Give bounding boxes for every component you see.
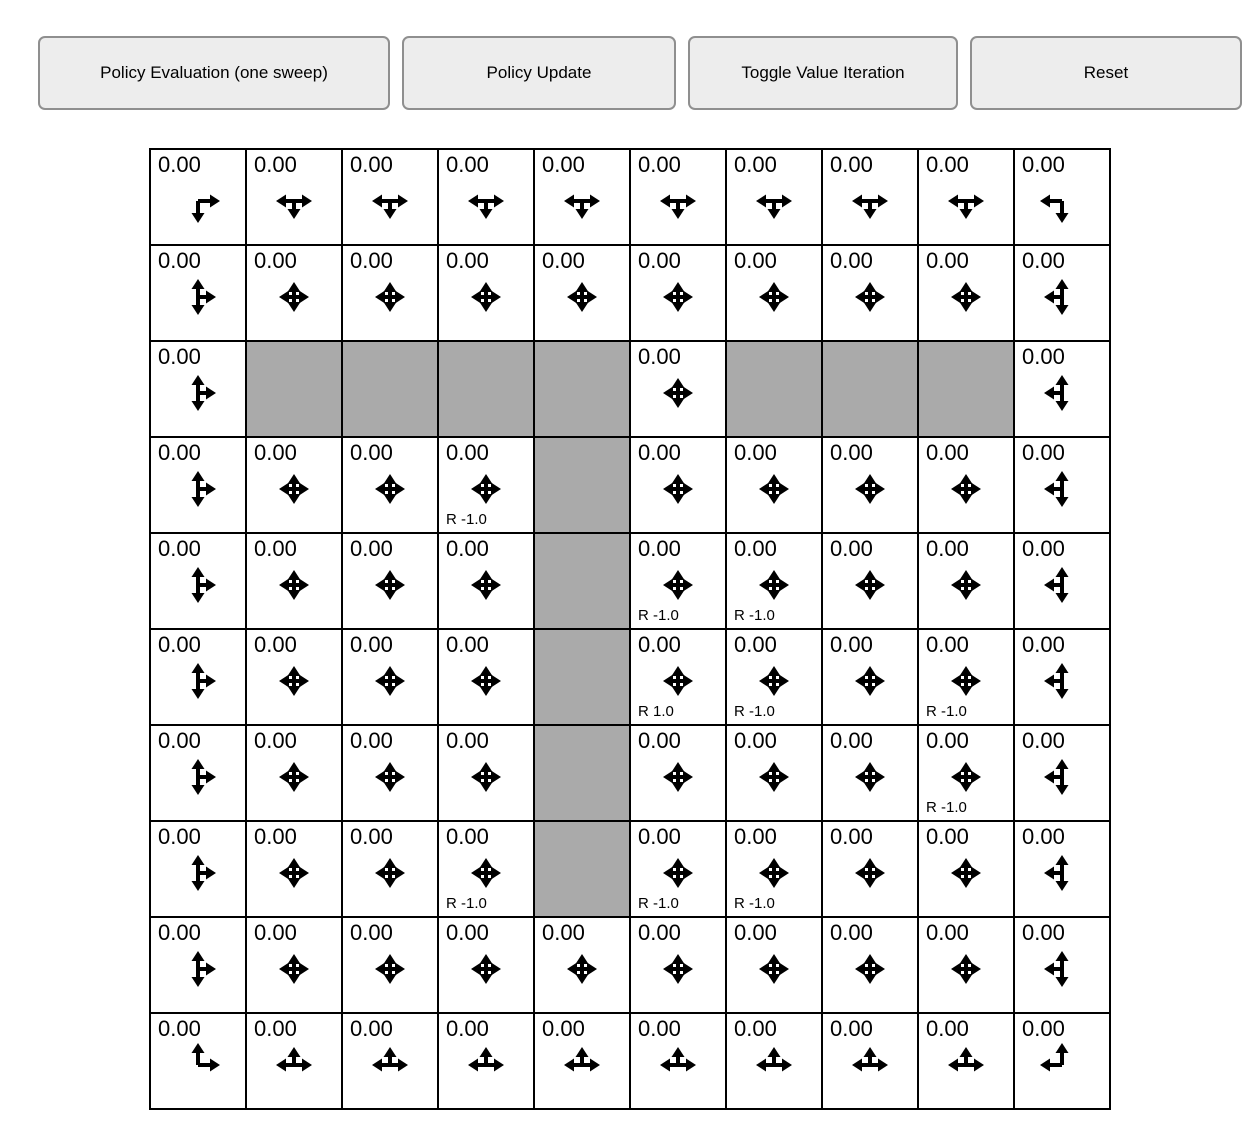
cell-value: 0.00 <box>734 152 777 177</box>
grid-cell[interactable] <box>823 246 917 340</box>
cell-value: 0.00 <box>830 440 873 465</box>
policy-arrows-icon <box>840 555 900 615</box>
cell-value: 0.00 <box>638 824 681 849</box>
cell-value: 0.00 <box>254 632 297 657</box>
policy-arrows-icon <box>456 267 516 327</box>
cell-value: 0.00 <box>158 344 201 369</box>
policy-arrows-icon <box>648 843 708 903</box>
policy-arrows-icon <box>552 171 612 231</box>
grid-cell[interactable] <box>343 534 437 628</box>
wall-cell[interactable] <box>247 342 341 436</box>
policy-arrows-icon <box>744 843 804 903</box>
policy-arrows-icon <box>744 171 804 231</box>
cell-value: 0.00 <box>1022 1016 1065 1041</box>
policy-arrows-icon <box>840 651 900 711</box>
policy-arrows-icon <box>744 267 804 327</box>
cell-value: 0.00 <box>734 1016 777 1041</box>
grid-cell[interactable] <box>727 246 821 340</box>
cell-value: 0.00 <box>158 824 201 849</box>
grid-cell[interactable] <box>919 246 1013 340</box>
policy-arrows-icon <box>360 747 420 807</box>
wall-cell[interactable] <box>535 822 629 916</box>
cell-value: 0.00 <box>1022 920 1065 945</box>
grid-cell[interactable] <box>439 630 533 724</box>
cell-value: 0.00 <box>254 1016 297 1041</box>
policy-arrows-icon <box>744 651 804 711</box>
policy-arrows-icon <box>648 939 708 999</box>
cell-value: 0.00 <box>734 632 777 657</box>
policy-arrows-icon <box>168 1035 228 1095</box>
cell-value: 0.00 <box>638 536 681 561</box>
grid-cell[interactable] <box>631 822 725 916</box>
policy-arrows-icon <box>840 939 900 999</box>
grid-cell[interactable] <box>823 918 917 1012</box>
cell-reward: R -1.0 <box>446 511 487 528</box>
cell-value: 0.00 <box>734 248 777 273</box>
cell-value: 0.00 <box>734 920 777 945</box>
cell-value: 0.00 <box>542 152 585 177</box>
cell-value: 0.00 <box>158 1016 201 1041</box>
cell-value: 0.00 <box>926 248 969 273</box>
grid-cell[interactable] <box>919 438 1013 532</box>
wall-cell[interactable] <box>823 342 917 436</box>
cell-value: 0.00 <box>1022 248 1065 273</box>
policy-arrows-icon <box>264 747 324 807</box>
grid-cell[interactable] <box>151 150 245 244</box>
policy-arrows-icon <box>648 1035 708 1095</box>
policy-arrows-icon <box>936 747 996 807</box>
grid-cell[interactable] <box>919 630 1013 724</box>
wall-cell[interactable] <box>535 342 629 436</box>
cell-value: 0.00 <box>446 248 489 273</box>
cell-value: 0.00 <box>638 728 681 753</box>
cell-value: 0.00 <box>446 152 489 177</box>
cell-value: 0.00 <box>638 632 681 657</box>
policy-arrows-icon <box>264 1035 324 1095</box>
policy-arrows-icon <box>360 843 420 903</box>
policy-arrows-icon <box>840 459 900 519</box>
cell-reward: R 1.0 <box>638 703 674 720</box>
policy-arrows-icon <box>936 459 996 519</box>
cell-value: 0.00 <box>254 536 297 561</box>
cell-value: 0.00 <box>638 248 681 273</box>
cell-value: 0.00 <box>350 248 393 273</box>
policy-arrows-icon <box>840 267 900 327</box>
cell-value: 0.00 <box>350 728 393 753</box>
cell-value: 0.00 <box>158 920 201 945</box>
policy-arrows-icon <box>840 171 900 231</box>
policy-arrows-icon <box>264 555 324 615</box>
cell-value: 0.00 <box>446 824 489 849</box>
cell-value: 0.00 <box>734 728 777 753</box>
grid-cell[interactable] <box>1015 822 1109 916</box>
cell-value: 0.00 <box>158 728 201 753</box>
cell-value: 0.00 <box>734 440 777 465</box>
wall-cell[interactable] <box>439 342 533 436</box>
grid-cell[interactable] <box>727 822 821 916</box>
policy-arrows-icon <box>840 843 900 903</box>
grid-cell[interactable] <box>919 534 1013 628</box>
grid-cell[interactable] <box>439 150 533 244</box>
policy-arrows-icon <box>360 1035 420 1095</box>
cell-value: 0.00 <box>350 440 393 465</box>
policy-arrows-icon <box>936 171 996 231</box>
grid-cell[interactable] <box>727 438 821 532</box>
policy-arrows-icon <box>1032 939 1092 999</box>
cell-value: 0.00 <box>830 824 873 849</box>
cell-value: 0.00 <box>734 536 777 561</box>
grid-cell[interactable] <box>919 918 1013 1012</box>
policy-arrows-icon <box>264 651 324 711</box>
grid-cell[interactable] <box>631 438 725 532</box>
cell-reward: R -1.0 <box>734 703 775 720</box>
grid-cell[interactable] <box>1015 150 1109 244</box>
policy-arrows-icon <box>264 267 324 327</box>
policy-arrows-icon <box>360 459 420 519</box>
grid-cell[interactable] <box>1015 438 1109 532</box>
grid-cell[interactable] <box>1015 342 1109 436</box>
grid-cell[interactable] <box>919 1014 1013 1108</box>
grid-cell[interactable] <box>439 534 533 628</box>
cell-value: 0.00 <box>158 632 201 657</box>
policy-arrows-icon <box>360 651 420 711</box>
cell-value: 0.00 <box>254 920 297 945</box>
grid-cell[interactable] <box>151 918 245 1012</box>
policy-arrows-icon <box>648 747 708 807</box>
policy-arrows-icon <box>168 939 228 999</box>
cell-value: 0.00 <box>1022 824 1065 849</box>
grid-cell[interactable] <box>727 534 821 628</box>
policy-arrows-icon <box>744 459 804 519</box>
grid-cell[interactable] <box>535 1014 629 1108</box>
grid-cell[interactable] <box>823 438 917 532</box>
policy-arrows-icon <box>840 747 900 807</box>
grid-cell[interactable] <box>631 1014 725 1108</box>
grid-cell[interactable] <box>631 150 725 244</box>
cell-value: 0.00 <box>158 440 201 465</box>
policy-arrows-icon <box>456 843 516 903</box>
cell-value: 0.00 <box>542 1016 585 1041</box>
policy-arrows-icon <box>1032 267 1092 327</box>
policy-arrows-icon <box>936 555 996 615</box>
policy-arrows-icon <box>936 651 996 711</box>
policy-arrows-icon <box>936 267 996 327</box>
grid-cell[interactable] <box>823 822 917 916</box>
cell-value: 0.00 <box>1022 440 1065 465</box>
cell-value: 0.00 <box>734 824 777 849</box>
policy-arrows-icon <box>648 267 708 327</box>
cell-value: 0.00 <box>254 152 297 177</box>
grid-cell[interactable] <box>151 342 245 436</box>
grid-cell[interactable] <box>1015 630 1109 724</box>
grid-cell[interactable] <box>919 150 1013 244</box>
policy-arrows-icon <box>648 651 708 711</box>
wall-cell[interactable] <box>535 726 629 820</box>
grid-cell[interactable] <box>631 246 725 340</box>
policy-update-button[interactable]: Policy Update <box>402 36 676 110</box>
cell-value: 0.00 <box>926 920 969 945</box>
grid-cell[interactable] <box>631 630 725 724</box>
policy-arrows-icon <box>360 939 420 999</box>
cell-value: 0.00 <box>638 152 681 177</box>
cell-value: 0.00 <box>350 536 393 561</box>
cell-value: 0.00 <box>830 152 873 177</box>
cell-value: 0.00 <box>1022 344 1065 369</box>
grid-cell[interactable] <box>343 150 437 244</box>
cell-reward: R -1.0 <box>926 799 967 816</box>
grid-cell[interactable] <box>727 726 821 820</box>
policy-arrows-icon <box>1032 1035 1092 1095</box>
grid-cell[interactable] <box>151 630 245 724</box>
cell-value: 0.00 <box>830 728 873 753</box>
policy-arrows-icon <box>264 843 324 903</box>
cell-reward: R -1.0 <box>734 895 775 912</box>
policy-arrows-icon <box>648 555 708 615</box>
policy-arrows-icon <box>552 1035 612 1095</box>
grid-cell[interactable] <box>535 918 629 1012</box>
wall-cell[interactable] <box>535 438 629 532</box>
grid-cell[interactable] <box>343 1014 437 1108</box>
cell-value: 0.00 <box>830 920 873 945</box>
cell-reward: R -1.0 <box>446 895 487 912</box>
policy-arrows-icon <box>456 171 516 231</box>
policy-arrows-icon <box>1032 555 1092 615</box>
policy-arrows-icon <box>168 171 228 231</box>
grid-cell[interactable] <box>151 1014 245 1108</box>
cell-value: 0.00 <box>350 632 393 657</box>
cell-value: 0.00 <box>446 440 489 465</box>
grid-cell[interactable] <box>343 918 437 1012</box>
policy-arrows-icon <box>648 171 708 231</box>
grid-cell[interactable] <box>727 1014 821 1108</box>
grid-cell[interactable] <box>1015 726 1109 820</box>
cell-value: 0.00 <box>830 632 873 657</box>
wall-cell[interactable] <box>727 342 821 436</box>
grid-cell[interactable] <box>247 534 341 628</box>
policy-arrows-icon <box>648 363 708 423</box>
cell-value: 0.00 <box>158 152 201 177</box>
policy-arrows-icon <box>1032 363 1092 423</box>
grid-cell[interactable] <box>1015 246 1109 340</box>
grid-cell[interactable] <box>439 246 533 340</box>
grid-cell[interactable] <box>439 822 533 916</box>
policy-arrows-icon <box>1032 747 1092 807</box>
cell-value: 0.00 <box>350 920 393 945</box>
policy-arrows-icon <box>1032 843 1092 903</box>
cell-value: 0.00 <box>830 1016 873 1041</box>
toggle-value-iteration-button[interactable]: Toggle Value Iteration <box>688 36 958 110</box>
grid-cell[interactable] <box>439 438 533 532</box>
grid-cell[interactable] <box>631 342 725 436</box>
policy-arrows-icon <box>744 1035 804 1095</box>
grid-cell[interactable] <box>535 150 629 244</box>
cell-value: 0.00 <box>254 824 297 849</box>
grid-cell[interactable] <box>535 246 629 340</box>
grid-cell[interactable] <box>247 630 341 724</box>
cell-value: 0.00 <box>446 536 489 561</box>
cell-value: 0.00 <box>926 728 969 753</box>
grid-cell[interactable] <box>247 918 341 1012</box>
wall-cell[interactable] <box>535 630 629 724</box>
policy-arrows-icon <box>936 1035 996 1095</box>
policy-arrows-icon <box>840 1035 900 1095</box>
policy-arrows-icon <box>744 747 804 807</box>
policy-arrows-icon <box>168 747 228 807</box>
cell-value: 0.00 <box>926 440 969 465</box>
cell-value: 0.00 <box>158 536 201 561</box>
policy-arrows-icon <box>1032 459 1092 519</box>
cell-value: 0.00 <box>446 920 489 945</box>
cell-value: 0.00 <box>446 728 489 753</box>
policy-arrows-icon <box>744 939 804 999</box>
grid-cell[interactable] <box>247 726 341 820</box>
policy-arrows-icon <box>552 939 612 999</box>
cell-value: 0.00 <box>926 632 969 657</box>
grid-cell[interactable] <box>247 1014 341 1108</box>
policy-arrows-icon <box>168 843 228 903</box>
cell-value: 0.00 <box>542 920 585 945</box>
grid-cell[interactable] <box>919 822 1013 916</box>
cell-value: 0.00 <box>1022 536 1065 561</box>
grid-cell[interactable] <box>439 1014 533 1108</box>
cell-value: 0.00 <box>830 536 873 561</box>
grid-cell[interactable] <box>343 822 437 916</box>
policy-arrows-icon <box>168 363 228 423</box>
grid-cell[interactable] <box>823 150 917 244</box>
policy-arrows-icon <box>456 939 516 999</box>
policy-arrows-icon <box>264 459 324 519</box>
cell-reward: R -1.0 <box>734 607 775 624</box>
grid-cell[interactable] <box>919 726 1013 820</box>
policy-arrows-icon <box>456 459 516 519</box>
policy-arrows-icon <box>1032 171 1092 231</box>
grid-cell[interactable] <box>343 438 437 532</box>
reset-button[interactable]: Reset <box>970 36 1242 110</box>
cell-value: 0.00 <box>1022 152 1065 177</box>
grid-cell[interactable] <box>727 150 821 244</box>
policy-arrows-icon <box>456 555 516 615</box>
grid-cell[interactable] <box>1015 918 1109 1012</box>
wall-cell[interactable] <box>535 534 629 628</box>
cell-value: 0.00 <box>1022 728 1065 753</box>
grid-cell[interactable] <box>247 246 341 340</box>
cell-reward: R -1.0 <box>638 607 679 624</box>
policy-arrows-icon <box>936 939 996 999</box>
grid-cell[interactable] <box>631 726 725 820</box>
grid-cell[interactable] <box>151 438 245 532</box>
policy-arrows-icon <box>168 459 228 519</box>
cell-value: 0.00 <box>542 248 585 273</box>
grid-cell[interactable] <box>151 534 245 628</box>
grid-cell[interactable] <box>631 534 725 628</box>
policy-arrows-icon <box>264 171 324 231</box>
cell-value: 0.00 <box>926 824 969 849</box>
grid-cell[interactable] <box>1015 1014 1109 1108</box>
toolbar <box>38 36 1242 110</box>
wall-cell[interactable] <box>343 342 437 436</box>
policy-arrows-icon <box>168 651 228 711</box>
policy-arrows-icon <box>264 939 324 999</box>
cell-value: 0.00 <box>638 1016 681 1041</box>
cell-value: 0.00 <box>638 344 681 369</box>
policy-arrows-icon <box>168 555 228 615</box>
policy-arrows-icon <box>744 555 804 615</box>
grid-cell[interactable] <box>823 534 917 628</box>
cell-reward: R -1.0 <box>638 895 679 912</box>
policy-arrows-icon <box>456 1035 516 1095</box>
grid-cell[interactable] <box>823 1014 917 1108</box>
wall-cell[interactable] <box>919 342 1013 436</box>
grid-cell[interactable] <box>439 918 533 1012</box>
cell-value: 0.00 <box>350 152 393 177</box>
cell-value: 0.00 <box>350 1016 393 1041</box>
cell-value: 0.00 <box>446 1016 489 1041</box>
cell-value: 0.00 <box>1022 632 1065 657</box>
cell-value: 0.00 <box>830 248 873 273</box>
grid-cell[interactable] <box>343 630 437 724</box>
grid-cell[interactable] <box>247 438 341 532</box>
grid-cell[interactable] <box>823 630 917 724</box>
policy-evaluation-button[interactable]: Policy Evaluation (one sweep) <box>38 36 390 110</box>
cell-value: 0.00 <box>254 728 297 753</box>
policy-arrows-icon <box>552 267 612 327</box>
gridworld-grid <box>149 148 1111 1110</box>
cell-reward: R -1.0 <box>926 703 967 720</box>
cell-value: 0.00 <box>926 1016 969 1041</box>
grid-cell[interactable] <box>631 918 725 1012</box>
grid-cell[interactable] <box>343 726 437 820</box>
grid-cell[interactable] <box>151 726 245 820</box>
policy-arrows-icon <box>360 555 420 615</box>
cell-value: 0.00 <box>254 440 297 465</box>
cell-value: 0.00 <box>926 536 969 561</box>
cell-value: 0.00 <box>926 152 969 177</box>
policy-arrows-icon <box>360 267 420 327</box>
grid-cell[interactable] <box>823 726 917 820</box>
policy-arrows-icon <box>456 651 516 711</box>
grid-cell[interactable] <box>151 246 245 340</box>
policy-arrows-icon <box>456 747 516 807</box>
policy-arrows-icon <box>936 843 996 903</box>
cell-value: 0.00 <box>446 632 489 657</box>
grid-cell[interactable] <box>727 630 821 724</box>
policy-arrows-icon <box>1032 651 1092 711</box>
policy-arrows-icon <box>168 267 228 327</box>
policy-arrows-icon <box>648 459 708 519</box>
cell-value: 0.00 <box>350 824 393 849</box>
grid-cell[interactable] <box>343 246 437 340</box>
grid-cell[interactable] <box>151 822 245 916</box>
policy-arrows-icon <box>360 171 420 231</box>
grid-cell[interactable] <box>727 918 821 1012</box>
grid-cell[interactable] <box>247 822 341 916</box>
cell-value: 0.00 <box>638 920 681 945</box>
grid-cell[interactable] <box>247 150 341 244</box>
cell-value: 0.00 <box>638 440 681 465</box>
grid-cell[interactable] <box>439 726 533 820</box>
cell-value: 0.00 <box>254 248 297 273</box>
grid-cell[interactable] <box>1015 534 1109 628</box>
cell-value: 0.00 <box>158 248 201 273</box>
